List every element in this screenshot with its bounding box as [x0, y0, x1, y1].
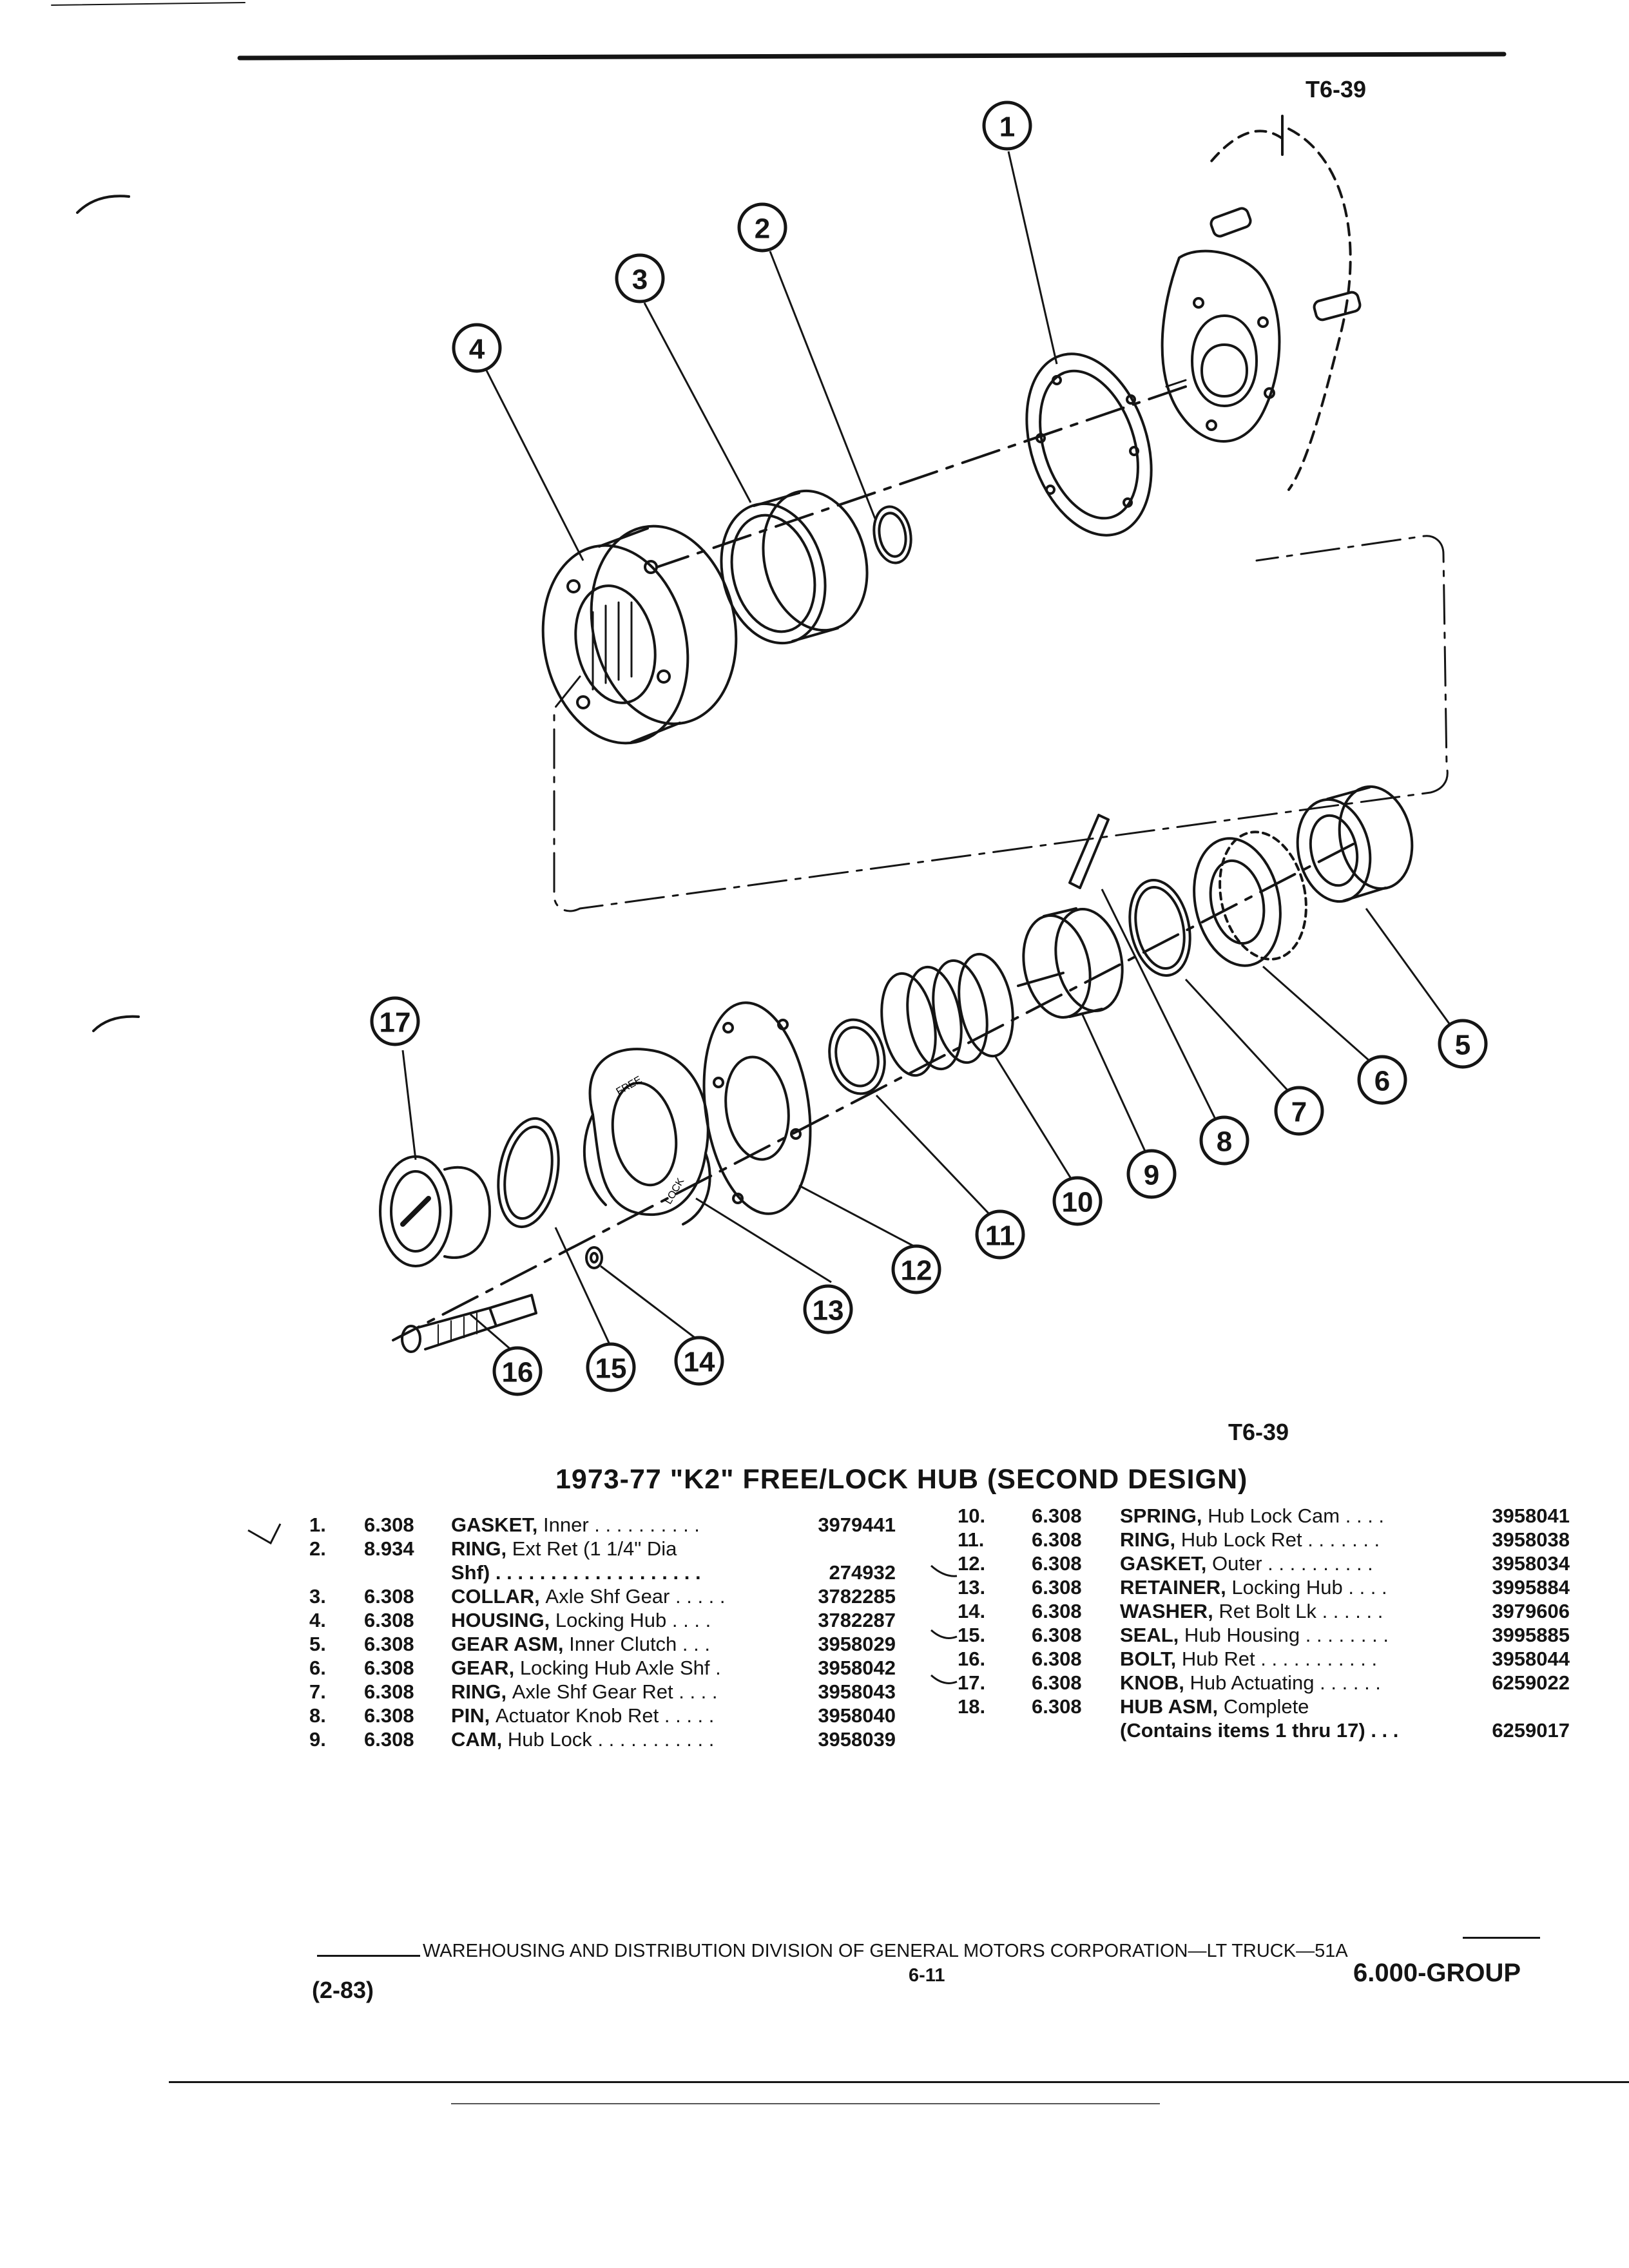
part-desc: Axle Shf Gear Ret	[512, 1680, 673, 1703]
callout-number-1: 1	[999, 111, 1016, 143]
part-3-collar	[706, 479, 882, 655]
figure-label-top: T6-39	[1306, 76, 1367, 102]
part-number: 3958044	[1492, 1648, 1570, 1670]
part-number: 3958038	[1492, 1528, 1570, 1551]
group-number: 6.308	[364, 1680, 414, 1703]
part-8-pin	[1070, 815, 1108, 888]
group-number: 6.308	[364, 1633, 414, 1655]
part-name: COLLAR,	[451, 1585, 540, 1608]
parts-row: 6. 6.308 GEAR, Locking Hub Axle Shf . 3958042	[309, 1657, 896, 1679]
parts-row: 8. 6.308 PIN, Actuator Knob Ret . . . . . 3958040	[309, 1704, 896, 1727]
parts-list-title: 1973-77 "K2" FREE/LOCK HUB (SECOND DESIGN)	[555, 1464, 1248, 1495]
part-desc: Hub Housing	[1184, 1624, 1300, 1646]
revision-date: (2-83)	[312, 1977, 374, 2003]
bottom-rule	[169, 2081, 1629, 2083]
parts-row: 15. 6.308 SEAL, Hub Housing . . . . . . . . 3995885	[958, 1624, 1570, 1646]
parts-row: 5. 6.308 GEAR ASM, Inner Clutch . . . 3958029	[309, 1633, 896, 1655]
housing-mark-lock: LOCK	[662, 1176, 687, 1206]
parts-row: Shf) . . . . . . . . . . . . . . . . . . . 274932	[451, 1561, 896, 1584]
item-number: 12.	[958, 1552, 986, 1575]
part-5-gear-asm-inner-clutch	[1289, 780, 1422, 908]
parts-row	[309, 1537, 909, 1561]
callout-number-6: 6	[1374, 1065, 1391, 1097]
part-name: GEAR ASM,	[451, 1633, 564, 1655]
part-name: HOUSING,	[451, 1609, 550, 1631]
part-desc: Inner Clutch	[569, 1633, 677, 1655]
part-number: 3958029	[818, 1633, 896, 1655]
callout-number-14: 14	[683, 1346, 715, 1378]
group-number: 6.308	[1032, 1576, 1082, 1599]
part-name: RING,	[451, 1680, 507, 1703]
part-11-ring-hub-lock-ret	[823, 1015, 891, 1099]
part-name: GEAR,	[451, 1657, 515, 1679]
part-name: GASKET,	[451, 1514, 538, 1536]
item-number: 2.	[309, 1537, 326, 1560]
group-number: 6.308	[364, 1585, 414, 1608]
group-number: 8.934	[364, 1537, 414, 1560]
part-number: 3958039	[818, 1728, 896, 1751]
callout-number-15: 15	[595, 1352, 627, 1385]
part-1-gasket-inner	[1005, 338, 1173, 551]
parts-row: 7. 6.308 RING, Axle Shf Gear Ret . . . . 3958043	[309, 1680, 896, 1703]
part-number: 3958040	[818, 1704, 896, 1727]
callout-number-3: 3	[631, 264, 648, 296]
item-number: 5.	[309, 1633, 326, 1655]
callout-number-12: 12	[900, 1254, 932, 1287]
check-mark-icon	[928, 1624, 967, 1649]
housing-mark-free: FREE	[614, 1074, 644, 1098]
part-number: 3995885	[1492, 1624, 1570, 1646]
group-number: 6.308	[364, 1609, 414, 1631]
part-name: GASKET,	[1120, 1552, 1207, 1575]
part-desc: Locking Hub	[1231, 1576, 1343, 1599]
item-number: 16.	[958, 1648, 986, 1670]
part-desc: Locking Hub	[555, 1609, 667, 1631]
group-number: 6.308	[1032, 1671, 1082, 1694]
part-name: RING,	[451, 1537, 507, 1560]
check-mark-icon	[928, 1559, 967, 1585]
part-number: 3958043	[818, 1680, 896, 1703]
part-name: RETAINER,	[1120, 1576, 1226, 1599]
part-desc-continued: Shf)	[451, 1561, 490, 1584]
part-number: 274932	[829, 1561, 896, 1584]
callout-number-11: 11	[985, 1220, 1016, 1252]
parts-row	[958, 1695, 1576, 1718]
group-number: 6.308	[1032, 1504, 1082, 1527]
group-number: 6.308	[364, 1704, 414, 1727]
part-desc: Inner	[543, 1514, 589, 1536]
footer-rule-left	[317, 1955, 420, 1957]
part-number: 6259017	[1492, 1719, 1570, 1742]
callout-number-17: 17	[379, 1006, 411, 1039]
item-number: 4.	[309, 1609, 326, 1631]
part-number: 3782287	[818, 1609, 896, 1631]
group-number: 6.308	[1032, 1600, 1082, 1622]
callout-number-10: 10	[1061, 1186, 1094, 1218]
item-number: 11.	[958, 1528, 985, 1551]
group-label: 6.000-GROUP	[1353, 1959, 1521, 1987]
bottom-rule-faint	[451, 2103, 1160, 2104]
part-15-seal	[490, 1113, 566, 1231]
item-number: 18.	[958, 1695, 986, 1718]
item-number: 13.	[958, 1576, 986, 1599]
part-desc: Ret Bolt Lk	[1219, 1600, 1316, 1622]
callout-number-7: 7	[1291, 1096, 1307, 1128]
group-number: 6.308	[364, 1657, 414, 1679]
part-number: 3782285	[818, 1585, 896, 1608]
part-7-ring-axle-shf-gear-ret	[1121, 874, 1198, 981]
callout-numbers	[380, 111, 1471, 1389]
item-number: 3.	[309, 1585, 326, 1608]
part-name: HUB ASM,	[1120, 1695, 1219, 1718]
part-number: 3979441	[818, 1514, 896, 1536]
callout-number-5: 5	[1454, 1029, 1471, 1061]
margin-mark	[93, 1017, 139, 1031]
callout-number-4: 4	[468, 333, 485, 365]
part-desc: Hub Lock Ret	[1181, 1528, 1302, 1551]
part-desc: Outer	[1211, 1552, 1262, 1575]
part-name: WASHER,	[1120, 1600, 1213, 1622]
part-17-knob	[380, 1157, 490, 1266]
part-desc: Actuator Knob Ret	[495, 1704, 659, 1727]
callout-number-13: 13	[812, 1294, 844, 1327]
parts-row: 11. 6.308 RING, Hub Lock Ret . . . . . . . 3958038	[958, 1528, 1570, 1551]
part-desc: Hub Actuating	[1190, 1671, 1315, 1694]
item-number: 7.	[309, 1680, 326, 1703]
parts-list-left	[309, 1513, 909, 1783]
group-number: 6.308	[1032, 1695, 1082, 1718]
group-number: 6.308	[1032, 1528, 1082, 1551]
part-number: 3958041	[1492, 1504, 1570, 1527]
part-number: 3979606	[1492, 1600, 1570, 1622]
part-name: SEAL,	[1120, 1624, 1179, 1646]
group-number: 6.308	[364, 1514, 414, 1536]
check-mark-icon	[928, 1669, 967, 1695]
item-number: 14.	[958, 1600, 986, 1622]
callout-number-8: 8	[1216, 1126, 1233, 1158]
parts-row: (Contains items 1 thru 17) . . . 6259017	[1120, 1719, 1570, 1742]
parts-row: 4. 6.308 HOUSING, Locking Hub . . . . 3782287	[309, 1609, 896, 1631]
item-number: 8.	[309, 1704, 326, 1727]
footer-rule-right	[1463, 1937, 1540, 1939]
item-number: 6.	[309, 1657, 326, 1679]
part-desc: Hub Lock	[507, 1728, 592, 1751]
part-name: PIN,	[451, 1704, 490, 1727]
callout-number-9: 9	[1143, 1159, 1160, 1191]
group-number: 6.308	[1032, 1648, 1082, 1670]
parts-row: 14. 6.308 WASHER, Ret Bolt Lk . . . . . . 3979606	[958, 1600, 1570, 1622]
item-number: 10.	[958, 1504, 986, 1527]
part-14-washer	[586, 1247, 602, 1268]
item-number: 15.	[958, 1624, 986, 1646]
figure-label-bottom: T6-39	[1228, 1419, 1289, 1445]
footer-division: WAREHOUSING AND DISTRIBUTION DIVISION OF GENERAL MOTORS CORPORATION—LT TRUCK—51A	[423, 1941, 1348, 1961]
parts-row: 3. 6.308 COLLAR, Axle Shf Gear . . . . . 3782285	[309, 1585, 896, 1608]
leader-lines	[403, 151, 1450, 1356]
part-4-housing	[525, 513, 754, 757]
part-number: 3958042	[818, 1657, 896, 1679]
part-desc: Locking Hub Axle Shf	[519, 1657, 710, 1679]
part-9-cam	[1014, 903, 1131, 1023]
parts-row: 12. 6.308 GASKET, Outer . . . . . . . . . . 3958034	[958, 1552, 1570, 1575]
group-number: 6.308	[1032, 1552, 1082, 1575]
page-number: 6-11	[909, 1965, 945, 1986]
parts-row: 1. 6.308 GASKET, Inner . . . . . . . . . . 3979441	[309, 1514, 896, 1536]
part-number: 3995884	[1492, 1576, 1570, 1599]
parts-row: 10. 6.308 SPRING, Hub Lock Cam . . . . 3958041	[958, 1504, 1570, 1527]
wheel-hub-flange	[1162, 116, 1362, 490]
part-desc: Complete	[1223, 1695, 1309, 1718]
part-desc: Ext Ret (1 1/4" Dia	[512, 1537, 677, 1560]
item-number: 9.	[309, 1728, 326, 1751]
callout-circles	[372, 102, 1486, 1394]
part-desc: Hub Lock Cam	[1208, 1504, 1340, 1527]
item-number: 1.	[309, 1514, 326, 1536]
margin-mark	[77, 196, 129, 213]
parts-row: 16. 6.308 BOLT, Hub Ret . . . . . . . . . . . 3958044	[958, 1648, 1570, 1670]
part-name: RING,	[1120, 1528, 1176, 1551]
part-number: 3958034	[1492, 1552, 1570, 1575]
group-number: 6.308	[1032, 1624, 1082, 1646]
part-desc: Hub Ret	[1181, 1648, 1255, 1670]
part-desc-continued: (Contains items 1 thru 17)	[1120, 1719, 1365, 1742]
callout-number-2: 2	[754, 213, 771, 245]
part-desc: Axle Shf Gear	[545, 1585, 670, 1608]
parts-row: 9. 6.308 CAM, Hub Lock . . . . . . . . . . . 3958039	[309, 1728, 896, 1751]
parts-row: 17. 6.308 KNOB, Hub Actuating . . . . . . 6259022	[958, 1671, 1570, 1694]
part-2-ring-ext-ret	[870, 504, 915, 566]
parts-row: 13. 6.308 RETAINER, Locking Hub . . . . 3995884	[958, 1576, 1570, 1599]
group-number: 6.308	[364, 1728, 414, 1751]
part-name: SPRING,	[1120, 1504, 1202, 1527]
part-name: KNOB,	[1120, 1671, 1184, 1694]
top-rule	[240, 54, 1504, 58]
check-mark-icon	[245, 1521, 296, 1553]
part-name: BOLT,	[1120, 1648, 1177, 1670]
part-16-bolt	[402, 1295, 536, 1352]
callout-number-16: 16	[501, 1356, 534, 1389]
part-13-retainer	[584, 1049, 710, 1224]
parts-list-right	[958, 1504, 1576, 1774]
part-number: 6259022	[1492, 1671, 1570, 1694]
scan-edge-line	[52, 3, 245, 5]
item-number: 17.	[958, 1671, 986, 1694]
part-name: CAM,	[451, 1728, 503, 1751]
